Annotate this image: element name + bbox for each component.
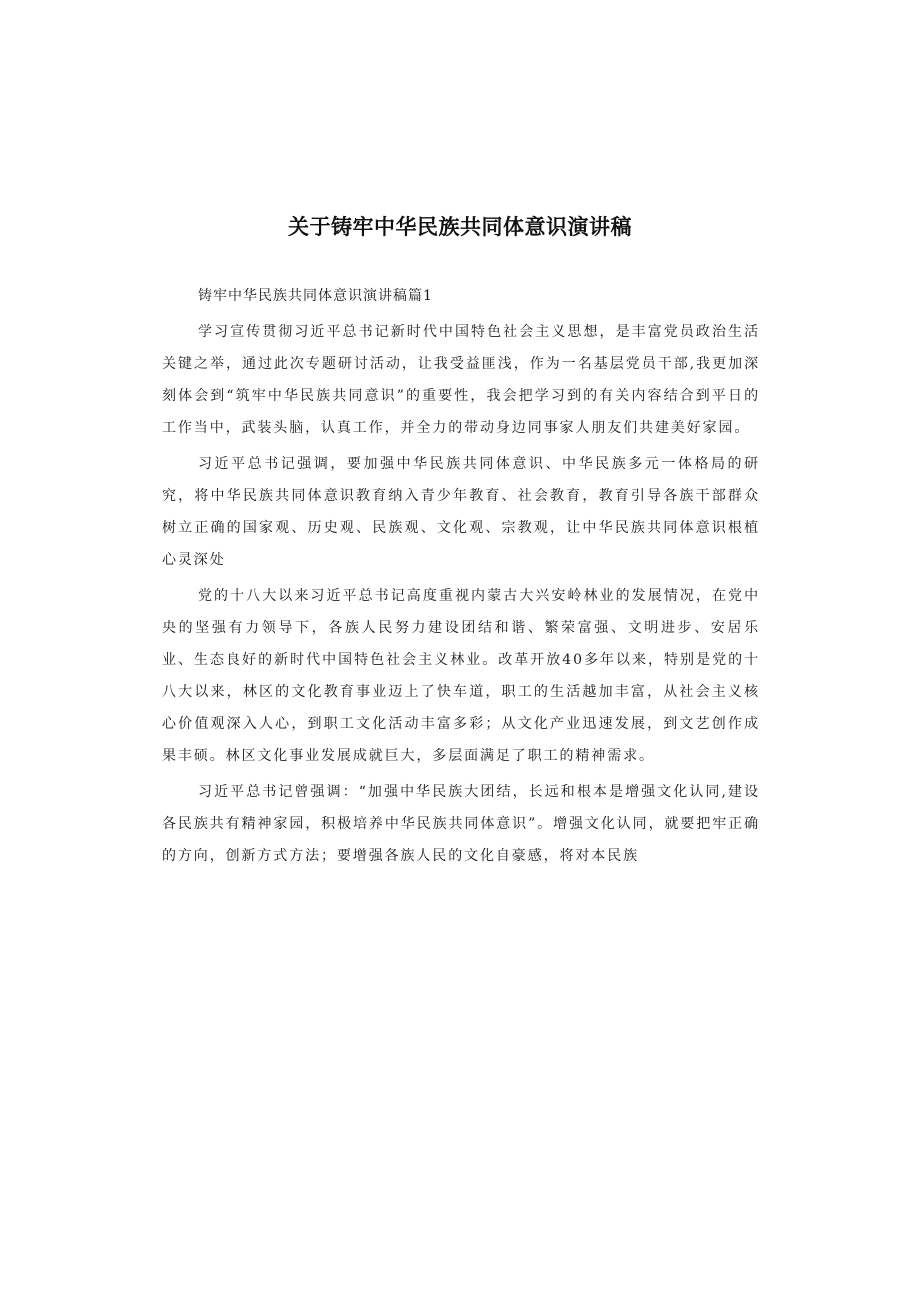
paragraph-1: 学习宣传贯彻习近平总书记新时代中国特色社会主义思想，是丰富党员政治生活关键之举，通过此次专题研讨活动，让我受益匪浅，作为一名基层党员干部,我更加深刻体会到“筑牢中华民族共同意识”的重要性，我会把学习到的有关内容结合到平日的工作当中，武装头脑，认真工作，并全力的带动身边同事家人朋友们共建美好家园。 xyxy=(162,324,760,436)
paragraph-3: 党的十八大以来习近平总书记高度重视内蒙古大兴安岭林业的发展情况，在党中央的坚强有力领导下，各族人民努力建设团结和谐、繁荣富强、文明进步、安居乐业、生态良好的新时代中国特色社会主义林业。改革开放40多年以来，特别是党的十八大以来，林区的文化教育事业迈上了快车道，职工的生活越加丰富，从社会主义核心价值观深入人心，到职工文化活动丰富多彩；从文化产业迅速发展，到文艺创作成果丰硕。林区文化事业发展成就巨大，多层面满足了职工的精神需求。 xyxy=(162,588,760,764)
document-title: 关于铸牢中华民族共同体意识演讲稿 xyxy=(288,215,632,239)
document-body xyxy=(162,280,760,876)
paragraph-4: 习近平总书记曾强调：“加强中华民族大团结，长远和根本是增强文化认同,建设各民族共有精神家园，积极培养中华民族共同体意识”。增强文化认同，就要把牢正确的方向，创新方式方法；要增强各族人民的文化自豪感，将对本民族 xyxy=(162,784,760,864)
paragraph-2: 习近平总书记强调，要加强中华民族共同体意识、中华民族多元一体格局的研究，将中华民族共同体意识教育纳入青少年教育、社会教育，教育引导各族干部群众树立正确的国家观、历史观、民族观、文化观、宗教观，让中华民族共同体意识根植心灵深处 xyxy=(162,456,760,568)
section-subtitle: 铸牢中华民族共同体意识演讲稿篇1 xyxy=(198,288,433,304)
